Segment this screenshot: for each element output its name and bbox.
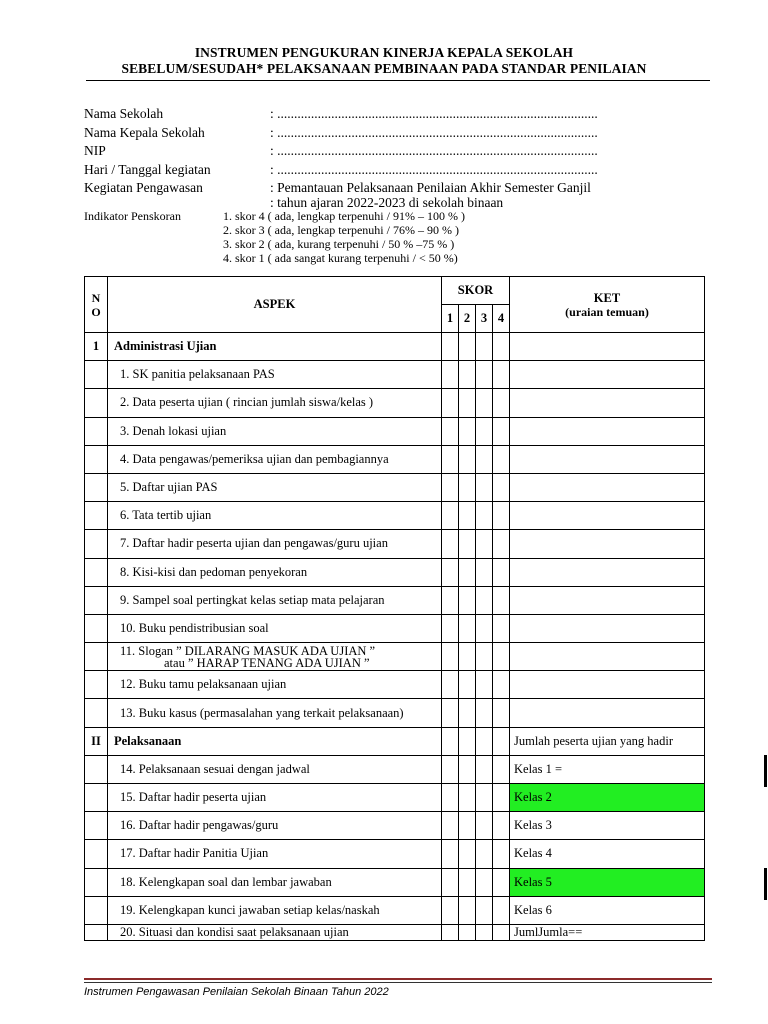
score-cell-3[interactable] [476,614,493,642]
row-number [85,361,108,389]
aspek-text: 1. SK panitia pelaksanaan PAS [120,367,275,382]
aspek-text: 20. Situasi dan kondisi saat pelaksanaan ujian [120,924,349,939]
indikator-line: 2. skor 3 ( ada, lengkap terpenuhi / 76% – 90 % ) [223,223,459,237]
table-row [85,473,705,501]
score-cell-4[interactable] [493,643,510,671]
score-cell-3[interactable] [476,643,493,671]
score-cell-1[interactable] [442,755,459,783]
page-edge-mark [764,868,767,900]
row-aspek [108,671,442,699]
info-label: Nama Kepala Sekolah [84,125,205,140]
score-cell-2[interactable] [459,530,476,558]
score-cell-1[interactable] [442,333,459,361]
aspek-text: 9. Sampel soal pertingkat kelas setiap mata pelajaran [120,592,385,607]
aspek-text: 15. Daftar hadir peserta ujian [120,790,267,805]
score-cell-2[interactable] [459,840,476,868]
row-ket[interactable] [510,558,705,586]
row-ket[interactable] [510,699,705,727]
score-cell-4[interactable] [493,868,510,896]
row-aspek [108,643,442,671]
table-header-row [85,277,705,305]
info-value: : tahun ajaran 2022-2023 di sekolah binaan [270,195,504,210]
header-no-line1: N [91,290,101,305]
table-row [85,924,705,940]
header-no [85,277,108,333]
table-row [85,643,705,671]
row-ket[interactable]: Jumlah peserta ujian yang hadir [510,727,705,755]
score-cell-1[interactable] [442,924,459,940]
header-skor-4: 4 [493,305,510,333]
row-aspek [108,614,442,642]
footer-rule-thin [84,982,712,983]
table-row [85,727,705,755]
score-cell-1[interactable] [442,473,459,501]
aspek-text: 5. Daftar ujian PAS [120,480,218,495]
assessment-table [84,276,705,941]
info-label: Nama Sekolah [84,106,164,121]
row-number [85,389,108,417]
score-cell-3[interactable] [476,784,493,812]
row-ket[interactable] [510,417,705,445]
score-cell-4[interactable] [493,333,510,361]
row-aspek [108,361,442,389]
row-number [85,784,108,812]
row-ket[interactable]: JumlJumla== [510,924,705,940]
row-aspek [108,417,442,445]
row-number [85,840,108,868]
row-number [85,812,108,840]
score-cell-2[interactable] [459,445,476,473]
aspek-text: 12. Buku tamu pelaksanaan ujian [120,677,287,692]
row-number [85,896,108,924]
row-ket[interactable] [510,333,705,361]
aspek-text: 3. Denah lokasi ujian [120,423,227,438]
score-cell-4[interactable] [493,727,510,755]
score-cell-2[interactable] [459,417,476,445]
table-row [85,389,705,417]
row-aspek [108,840,442,868]
row-number [85,502,108,530]
score-cell-1[interactable] [442,643,459,671]
score-cell-3[interactable] [476,755,493,783]
row-aspek [108,558,442,586]
aspek-text: Pelaksanaan [114,733,182,748]
aspek-text: 13. Buku kasus (permasalahan yang terkait pelaksanaan) [120,705,404,720]
aspek-text: 2. Data peserta ujian ( rincian jumlah siswa/kelas ) [120,395,374,410]
indikator-line: 1. skor 4 ( ada, lengkap terpenuhi / 91% – 100 % ) [223,209,465,223]
row-ket[interactable]: Kelas 6 [510,896,705,924]
score-cell-3[interactable] [476,389,493,417]
row-number [85,417,108,445]
score-cell-3[interactable] [476,699,493,727]
score-cell-1[interactable] [442,614,459,642]
score-cell-4[interactable] [493,361,510,389]
row-aspek [108,473,442,501]
row-aspek [108,502,442,530]
row-aspek [108,699,442,727]
row-number [85,586,108,614]
table-row [85,614,705,642]
score-cell-2[interactable] [459,671,476,699]
score-cell-3[interactable] [476,840,493,868]
aspek-text: 8. Kisi-kisi dan pedoman penyekoran [120,564,308,579]
info-value: : ............................................................................................... [270,125,598,140]
table-row [85,333,705,361]
score-cell-1[interactable] [442,389,459,417]
row-ket[interactable] [510,671,705,699]
row-number [85,643,108,671]
indikator-line: 3. skor 2 ( ada, kurang terpenuhi / 50 % –75 % ) [223,237,455,251]
info-value: : Pemantauan Pelaksanaan Penilaian Akhir Semester Ganjil [270,180,591,195]
row-ket[interactable] [510,614,705,642]
score-cell-4[interactable] [493,896,510,924]
score-cell-2[interactable] [459,502,476,530]
table-row [85,530,705,558]
row-number [85,868,108,896]
row-aspek [108,389,442,417]
row-ket[interactable]: Kelas 4 [510,840,705,868]
aspek-text: 19. Kelengkapan kunci jawaban setiap kelas/naskah [120,902,380,917]
score-cell-2[interactable] [459,643,476,671]
aspek-text: 10. Buku pendistribusian soal [120,620,269,635]
score-cell-2[interactable] [459,784,476,812]
aspek-text: Administrasi Ujian [114,339,217,354]
header-skor-3: 3 [476,305,493,333]
score-cell-4[interactable] [493,389,510,417]
score-cell-1[interactable] [442,586,459,614]
score-cell-3[interactable] [476,924,493,940]
table-row [85,784,705,812]
aspek-text: 6. Tata tertib ujian [120,508,212,523]
score-cell-2[interactable] [459,755,476,783]
score-cell-2[interactable] [459,389,476,417]
row-ket[interactable] [510,502,705,530]
footer-rule [84,978,712,980]
table-row [85,445,705,473]
row-number [85,699,108,727]
row-ket[interactable]: Kelas 5 [510,868,705,896]
score-cell-1[interactable] [442,840,459,868]
row-number: II [85,727,108,755]
score-cell-1[interactable] [442,530,459,558]
score-cell-3[interactable] [476,473,493,501]
score-cell-3[interactable] [476,445,493,473]
score-cell-2[interactable] [459,896,476,924]
header-skor-2: 2 [459,305,476,333]
score-cell-2[interactable] [459,699,476,727]
row-ket[interactable] [510,586,705,614]
table-row [85,896,705,924]
table-row [85,868,705,896]
score-cell-4[interactable] [493,586,510,614]
row-aspek [108,896,442,924]
score-cell-1[interactable] [442,445,459,473]
score-cell-4[interactable] [493,473,510,501]
document-title-line2: SEBELUM/SESUDAH* PELAKSANAAN PEMBINAAN PADA STANDAR PENILAIAN [121,61,647,76]
aspek-text: 4. Data pengawas/pemeriksa ujian dan pembagiannya [120,451,389,466]
score-cell-1[interactable] [442,727,459,755]
score-cell-1[interactable] [442,784,459,812]
row-ket[interactable] [510,361,705,389]
score-cell-2[interactable] [459,558,476,586]
row-number: 1 [85,333,108,361]
aspek-text: 16. Daftar hadir pengawas/guru [120,818,279,833]
aspek-text: 18. Kelengkapan soal dan lembar jawaban [120,874,332,889]
info-value: : ............................................................................................... [270,106,598,121]
table-row [85,417,705,445]
info-label: Hari / Tanggal kegiatan [84,162,211,177]
score-cell-4[interactable] [493,924,510,940]
row-ket[interactable] [510,530,705,558]
row-number [85,530,108,558]
score-cell-2[interactable] [459,614,476,642]
row-aspek [108,868,442,896]
row-aspek [108,755,442,783]
score-cell-1[interactable] [442,868,459,896]
table-row [85,755,705,783]
score-cell-1[interactable] [442,502,459,530]
row-number [85,445,108,473]
score-cell-2[interactable] [459,812,476,840]
row-number [85,924,108,940]
score-cell-3[interactable] [476,896,493,924]
row-ket[interactable]: Kelas 1 = [510,755,705,783]
row-ket[interactable] [510,389,705,417]
score-cell-4[interactable] [493,840,510,868]
row-aspek [108,333,442,361]
header-no-line2: O [91,304,101,319]
score-cell-3[interactable] [476,727,493,755]
aspek-text: 7. Daftar hadir peserta ujian dan pengawas/guru ujian [120,536,388,551]
score-cell-3[interactable] [476,586,493,614]
table-row [85,812,705,840]
row-aspek [108,924,442,940]
score-cell-4[interactable] [493,558,510,586]
info-value: : ............................................................................................... [270,162,598,177]
score-cell-3[interactable] [476,417,493,445]
row-ket[interactable] [510,445,705,473]
score-cell-4[interactable] [493,614,510,642]
row-aspek [108,445,442,473]
row-aspek [108,727,442,755]
row-number [85,558,108,586]
info-label: Kegiatan Pengawasan [84,180,203,195]
score-cell-3[interactable] [476,361,493,389]
score-cell-3[interactable] [476,671,493,699]
score-cell-3[interactable] [476,333,493,361]
indikator-label: Indikator Penskoran [84,209,181,223]
row-number [85,755,108,783]
score-cell-4[interactable] [493,699,510,727]
row-ket[interactable] [510,473,705,501]
score-cell-1[interactable] [442,361,459,389]
header-aspek: ASPEK [108,277,442,333]
score-cell-3[interactable] [476,530,493,558]
score-cell-4[interactable] [493,417,510,445]
row-ket[interactable]: Kelas 3 [510,812,705,840]
score-cell-1[interactable] [442,699,459,727]
row-number [85,671,108,699]
aspek-text: 17. Daftar hadir Panitia Ujian [120,846,269,861]
row-aspek [108,530,442,558]
table-row [85,502,705,530]
score-cell-4[interactable] [493,755,510,783]
row-aspek [108,812,442,840]
title-underline [86,80,710,81]
score-cell-1[interactable] [442,812,459,840]
info-label: NIP [84,143,106,158]
score-cell-4[interactable] [493,671,510,699]
table-row [85,840,705,868]
score-cell-4[interactable] [493,502,510,530]
score-cell-1[interactable] [442,671,459,699]
table-row [85,671,705,699]
score-cell-3[interactable] [476,558,493,586]
aspek-line1: 11. Slogan ” DILARANG MASUK ADA UJIAN ” [120,643,376,658]
score-cell-4[interactable] [493,784,510,812]
row-number [85,614,108,642]
header-ket-title: KET [593,290,621,305]
row-ket[interactable]: Kelas 2 [510,784,705,812]
score-cell-2[interactable] [459,333,476,361]
score-cell-2[interactable] [459,473,476,501]
table-row [85,586,705,614]
indikator-line: 4. skor 1 ( ada sangat kurang terpenuhi / < 50 %) [223,251,458,265]
header-ket [510,277,705,333]
row-number [85,473,108,501]
document-title-line1: INSTRUMEN PENGUKURAN KINERJA KEPALA SEKOLAH [194,45,574,60]
score-cell-2[interactable] [459,727,476,755]
score-cell-1[interactable] [442,417,459,445]
info-value: : ............................................................................................... [270,143,598,158]
aspek-text: 14. Pelaksanaan sesuai dengan jadwal [120,761,310,776]
table-row [85,558,705,586]
score-cell-1[interactable] [442,896,459,924]
row-ket[interactable] [510,643,705,671]
header-skor: SKOR [442,277,510,305]
score-cell-2[interactable] [459,361,476,389]
page-edge-mark [764,755,767,787]
aspek-line2: atau ” HARAP TENANG ADA UJIAN ” [164,655,370,670]
score-cell-1[interactable] [442,558,459,586]
score-cell-2[interactable] [459,924,476,940]
score-cell-2[interactable] [459,868,476,896]
row-aspek [108,784,442,812]
score-cell-4[interactable] [493,530,510,558]
header-ket-subtitle: (uraian temuan) [565,304,649,319]
score-cell-4[interactable] [493,812,510,840]
score-cell-3[interactable] [476,868,493,896]
score-cell-3[interactable] [476,502,493,530]
header-skor-1: 1 [442,305,459,333]
score-cell-3[interactable] [476,812,493,840]
row-aspek [108,586,442,614]
score-cell-4[interactable] [493,445,510,473]
table-row [85,699,705,727]
table-row [85,361,705,389]
score-cell-2[interactable] [459,586,476,614]
footer-text: Instrumen Pengawasan Penilaian Sekolah Binaan Tahun 2022 [84,986,389,998]
